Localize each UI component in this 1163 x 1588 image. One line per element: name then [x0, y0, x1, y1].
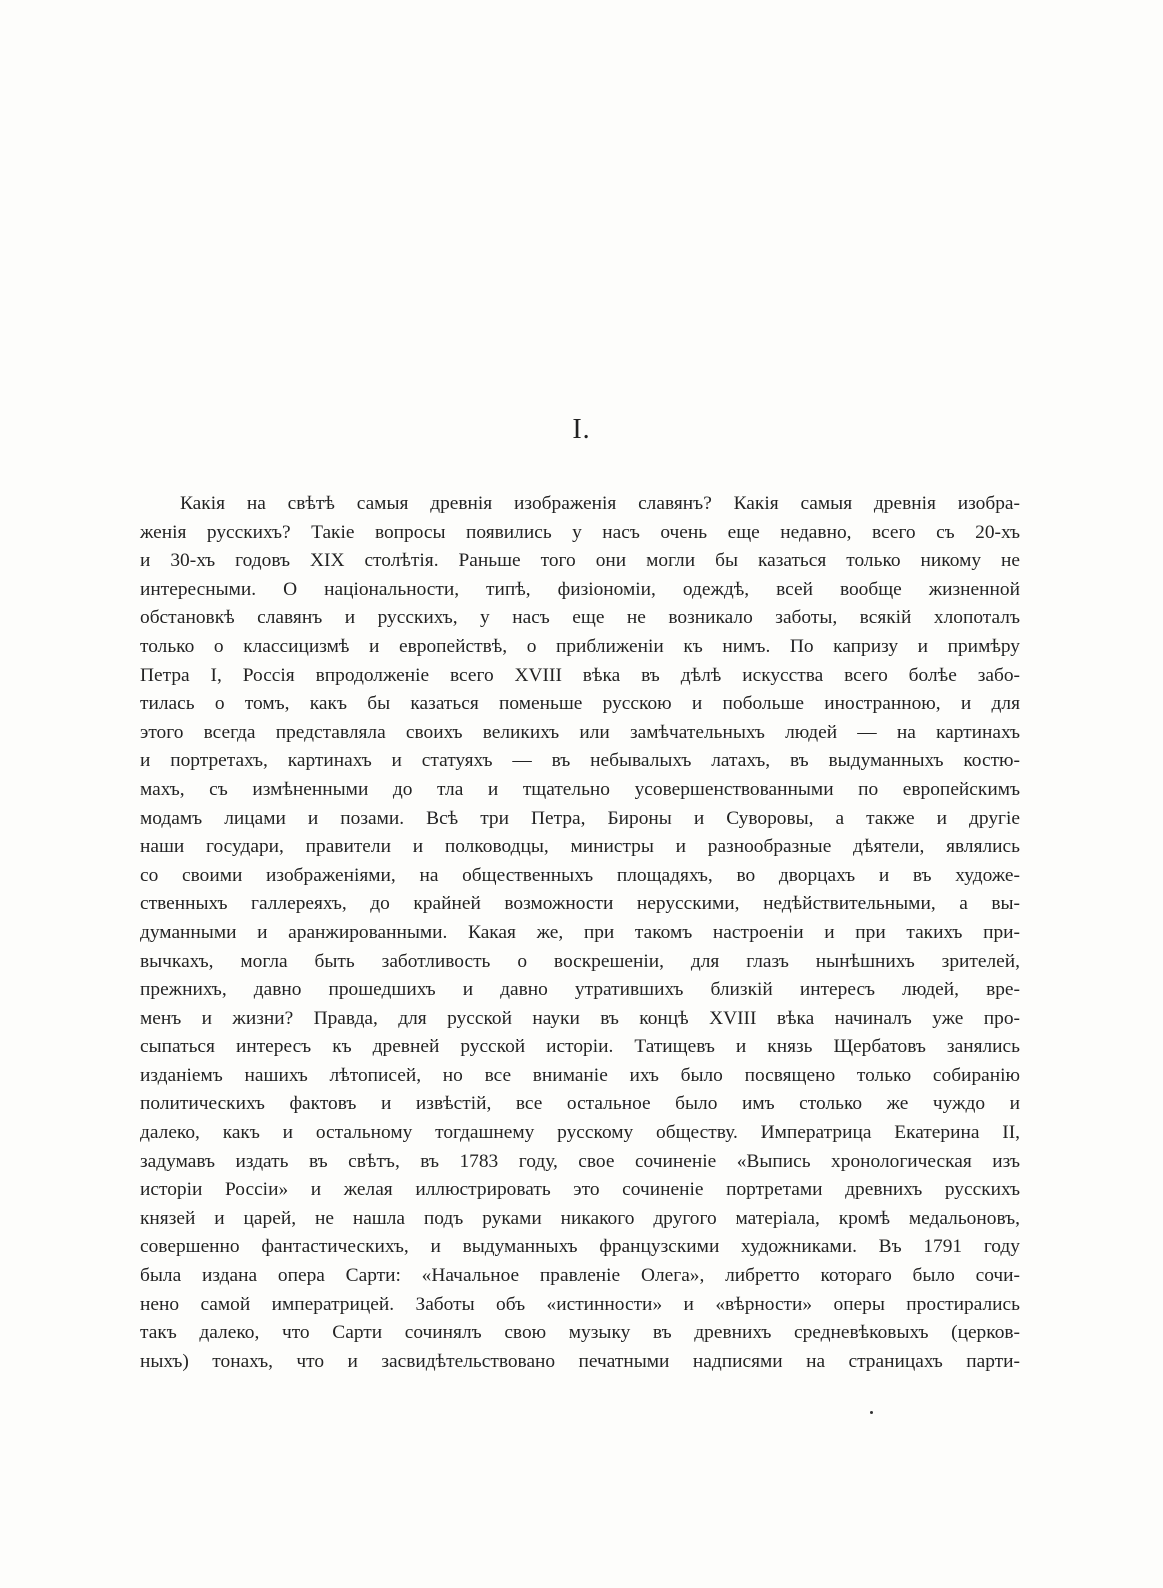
text-line: интересными. О національности, типѣ, физіономіи, одеждѣ, всей вообще жизненной: [140, 578, 1020, 600]
text-line: ныхъ) тонахъ, что и засвидѣтельствовано печатными надписями на страницахъ парти-: [140, 1350, 1020, 1372]
paragraph: [140, 490, 1020, 1376]
text-line: такъ далеко, что Сарти сочинялъ свою музыку въ древнихъ средневѣковыхъ (церков-: [140, 1322, 1020, 1344]
text-line: нено самой императрицей. Заботы объ «истинности» и «вѣрности» оперы простирались: [140, 1293, 1020, 1315]
text-line: этого всегда представляла своихъ великихъ или замѣчательныхъ людей — на картинахъ: [140, 721, 1020, 743]
text-line: наши государи, правители и полководцы, министры и разнообразные дѣятели, являлись: [140, 836, 1020, 858]
text-line: и портретахъ, картинахъ и статуяхъ — въ небывалыхъ латахъ, въ выдуманныхъ костю-: [140, 750, 1020, 772]
text-line: обстановкѣ славянъ и русскихъ, у насъ еще не возникало заботы, всякій хлопоталъ: [140, 607, 1020, 629]
text-line: со своими изображеніями, на общественныхъ площадяхъ, во дворцахъ и въ художе-: [140, 864, 1020, 886]
text-line: тилась о томъ, какъ бы казаться поменьше русскою и побольше иностранною, и для: [140, 693, 1020, 715]
text-line: прежнихъ, давно прошедшихъ и давно утратившихъ близкій интересъ людей, вре-: [140, 979, 1020, 1001]
text-line: ственныхъ галлереяхъ, до крайней возможности нерусскими, недѣйствительными, а вы-: [140, 893, 1020, 915]
text-line: только о классицизмѣ и европействѣ, о приближеніи къ нимъ. По капризу и примѣру: [140, 635, 1020, 657]
text-line: Петра I, Россія впродолженіе всего XVIII вѣка въ дѣлѣ искусства всего болѣе забо-: [140, 664, 1020, 686]
text-line: менъ и жизни? Правда, для русской науки въ концѣ XVIII вѣка начиналъ уже про-: [140, 1007, 1020, 1029]
text-line: думанными и аранжированными. Какая же, при такомъ настроеніи и при такихъ при-: [140, 921, 1020, 943]
text-line: и 30-хъ годовъ XIX столѣтія. Раньше того они могли бы казаться только никому не: [140, 550, 1020, 572]
text-line: вычкахъ, могла быть заботливость о воскрешеніи, для глазъ нынѣшнихъ зрителей,: [140, 950, 1020, 972]
print-speck: [870, 1411, 873, 1414]
text-line: князей и царей, не нашла подъ руками никакого другого матеріала, кромѣ медальоновъ,: [140, 1207, 1020, 1229]
text-line: женія русскихъ? Такіе вопросы появились у насъ очень еще недавно, всего съ 20-хъ: [140, 521, 1020, 543]
text-line: Какія на свѣтѣ самыя древнія изображенія славянъ? Какія самыя древнія изобра-: [180, 493, 1020, 514]
text-line: изданіемъ нашихъ лѣтописей, но все вниманіе ихъ было посвящено только собиранію: [140, 1064, 1020, 1086]
text-line: политическихъ фактовъ и извѣстій, все остальное было имъ столько же чуждо и: [140, 1093, 1020, 1115]
text-line: задумавъ издать въ свѣтъ, въ 1783 году, свое сочиненіе «Выпись хронологическая изъ: [140, 1150, 1020, 1172]
text-line: исторіи Россіи» и желая иллюстрировать это сочиненіе портретами древнихъ русскихъ: [140, 1179, 1020, 1201]
text-line: далеко, какъ и остальному тогдашнему русскому обществу. Императрица Екатерина II,: [140, 1122, 1020, 1144]
text-line: махъ, съ измѣненными до тла и тщательно усовершенствованными по европейскимъ: [140, 778, 1020, 800]
text-line: модамъ лицами и позами. Всѣ три Петра, Бироны и Суворовы, а также и другіе: [140, 807, 1020, 829]
text-line: сыпаться интересъ къ древней русской исторіи. Татищевъ и князь Щербатовъ занялись: [140, 1036, 1020, 1058]
text-line: совершенно фантастическихъ, и выдуманныхъ французскими художниками. Въ 1791 году: [140, 1236, 1020, 1258]
text-line: была издана опера Сарти: «Начальное правленіе Олега», либретто котораго было сочи-: [140, 1265, 1020, 1287]
chapter-number: I.: [572, 414, 591, 445]
